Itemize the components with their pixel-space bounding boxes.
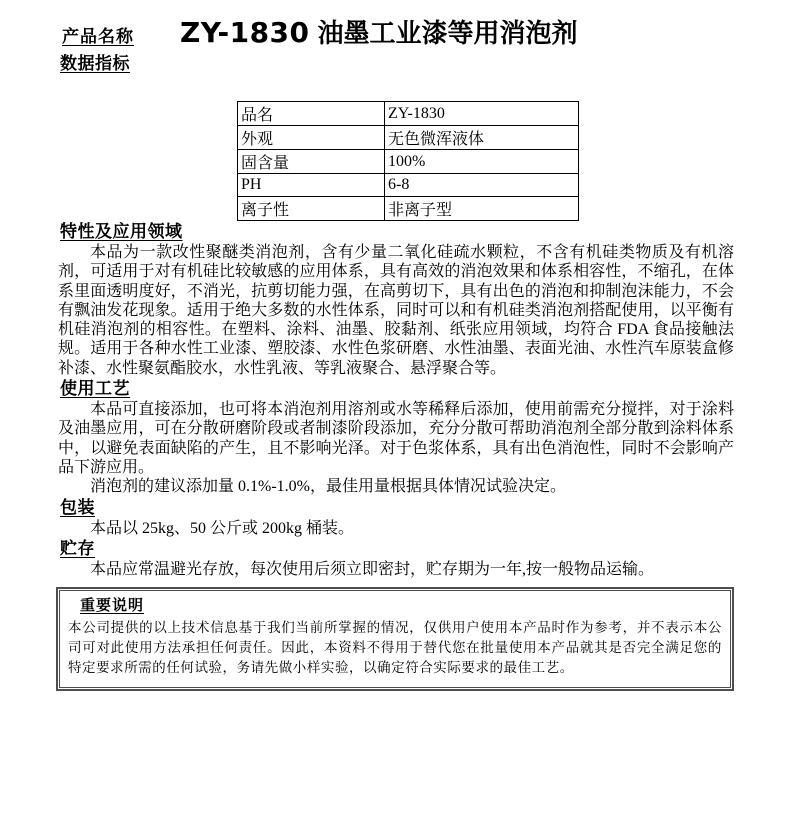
product-header	[62, 13, 734, 53]
product-title: 油墨工业漆等用消泡剂	[317, 19, 578, 48]
storage-paragraph: 本品应常温避光存放，每次使用后须立即密封，贮存期为一年,按一般物品运输。	[90, 560, 655, 578]
important-box	[59, 590, 731, 688]
table-row	[238, 197, 579, 221]
table-row	[238, 174, 579, 197]
storage-heading: 贮存	[60, 538, 95, 558]
spec-value: 无色微浑液体	[385, 126, 579, 150]
features-paragraph: 本品为一款改性聚醚类消泡剂，含有少量二氧化硅疏水颗粒，不含有机硅类物质及有机溶剂，可适用于对有机硅比较敏感的应用体系，具有高效的消泡效果和体系相容性，不缩孔，在体系里面透明度好，不消光，抗剪切能力强，在高剪切下，具有出色的消泡和抑制泡沫能力，不会有飘油发花现象。适用于绝大多数的水性体系，同时可以和有机硅类消泡剂搭配使用，以平衡有机硅消泡剂的相容性。在塑料、涂料、油墨、胶黏剂、纸张应用领域，均符合 FDA 食品接触法规。适用于各种水性工业漆、塑胶漆、水性色浆研磨、水性油墨、表面光油、水性汽车原装盒修补漆、水性聚氨酯胶水，水性乳液、等乳液聚合、悬浮聚合等。	[58, 244, 734, 377]
spec-value: 非离子型	[385, 197, 579, 221]
features-heading: 特性及应用领域	[60, 222, 183, 241]
data-index-heading: 数据指标	[60, 54, 130, 73]
table-row	[238, 150, 579, 174]
usage-heading: 使用工艺	[60, 379, 130, 399]
spec-table	[237, 101, 579, 221]
product-name-label: 产品名称	[62, 27, 134, 46]
spec-label: 外观	[238, 126, 385, 150]
important-paragraph: 本公司提供的以上技术信息基于我们当前所掌握的情况，仅供用户使用本产品时作为参考，并不表示本公司可对此使用方法承担任何责任。因此，本资料不得用于替代您在批量使用本产品就其是否完全满足您的特定要求所需的任何试验，务请先做小样实验，以确定符合实际要求的最佳工艺。	[68, 620, 722, 676]
packaging-heading: 包装	[60, 497, 95, 517]
spec-value: 100%	[385, 150, 579, 174]
important-heading: 重要说明	[80, 598, 145, 615]
table-row	[238, 126, 579, 150]
usage-paragraph: 本品可直接添加，也可将本消泡剂用溶剂或水等稀释后添加，使用前需充分搅拌，对于涂料及油墨应用，可在分散研磨阶段或者制漆阶段添加，充分分散可帮助消泡剂全部分散到涂料体系中，以避免表面缺陷的产生，且不影响光泽。对于色浆体系，具有出色消泡性，同时不会影响产品下游应用。	[58, 401, 734, 476]
spec-value: 6-8	[385, 174, 579, 197]
spec-label: 固含量	[238, 150, 385, 174]
table-row	[238, 102, 579, 126]
dosage-paragraph: 消泡剂的建议添加量 0.1%-1.0%，最佳用量根据具体情况试验决定。	[90, 478, 566, 496]
spec-label: 品名	[238, 102, 385, 126]
packaging-paragraph: 本品以 25kg、50 公斤或 200kg 桶装。	[90, 519, 355, 537]
spec-value: ZY-1830	[385, 102, 579, 126]
product-code: ZY-1830	[180, 16, 310, 49]
spec-label: 离子性	[238, 197, 385, 221]
spec-label: PH	[238, 174, 385, 197]
